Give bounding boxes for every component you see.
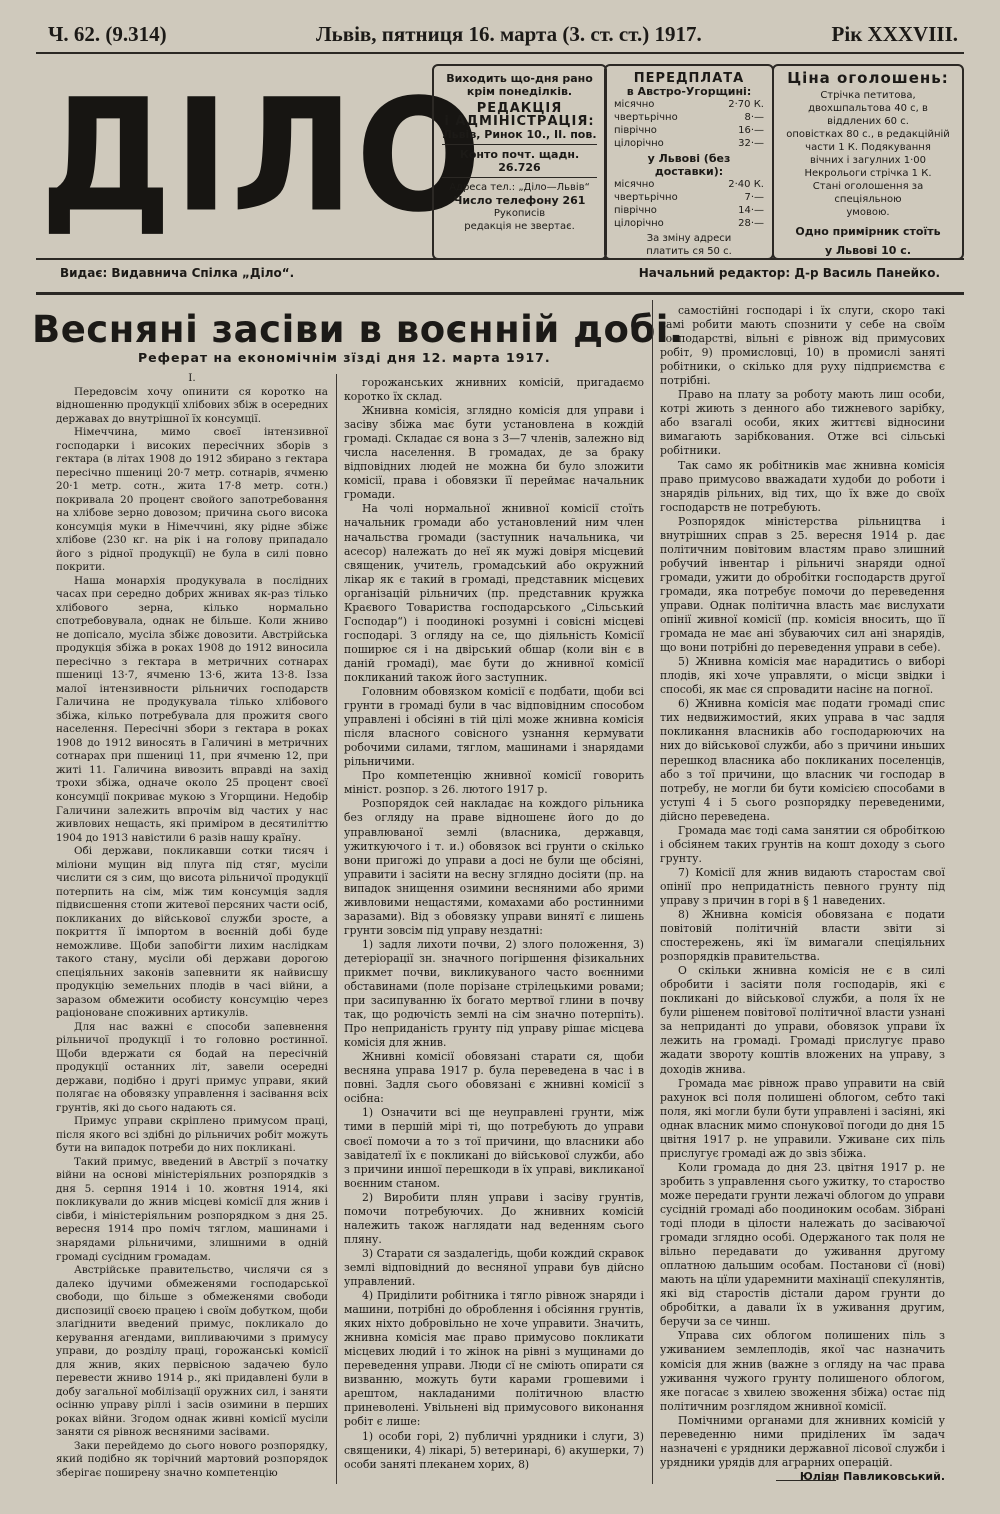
subscription-price: 2·40 К. xyxy=(728,179,764,190)
subscription-period: піврічно xyxy=(614,205,657,216)
article-paragraph: 1) особи горі, 2) публичні урядники і слуги, 3) священики, 4) лікарі, 5) ветеринарі, 6) акушерки, 7) особи заняті плеканем хорих, 8) xyxy=(344,1429,644,1471)
publisher: Видає: Видавнича Спілка „Діло“. xyxy=(60,266,295,280)
column-divider xyxy=(652,300,653,1484)
box1-heading: РЕДАКЦІЯ xyxy=(476,101,563,116)
masthead-rule xyxy=(36,258,964,260)
subscription-period: цілорічно xyxy=(614,138,664,149)
end-rule xyxy=(776,1480,836,1481)
article-paragraph: Помічними органами для жнивних комісій у переведенню ними приділених їм задач назначені є урядники державної лісової служби і урядники урядів для аграрних операцій. xyxy=(660,1413,945,1469)
article-paragraph: горожанських жнивних комісій, пригадаємо коротко їх склад. xyxy=(344,376,644,404)
article-paragraph: Такий примус, введений в Австрії з початку війни на основі міністеріяльних розпорядків з дня 5. серпня 1914 і 10. жовтня 1914, які покликували до жнив місцеві комісії для жнив і сівби, і міністеріяльним розпорядком з дня 25. вересня 1914 про поміч тяглом, машинами і знарядами рільничими, злишними в одній громаді сусідним громадам. xyxy=(56,1155,328,1263)
subscription-period: місячно xyxy=(614,99,655,110)
subscription-price: 8·— xyxy=(744,112,764,123)
article-paragraph: 3) Старати ся заздалегідь, щоби кождий скравок землі відповідний до весняної управи був дійсно управлений. xyxy=(344,1246,644,1288)
article-paragraph: Примус управи скріплено примусом праці, після якого всі здібні до рільничих робіт можуть бути на випадок потреби до них покликані. xyxy=(56,1115,328,1155)
subscription-row xyxy=(614,217,764,230)
subscription-row xyxy=(614,124,764,137)
article-subhead: Реферат на економічнім зїзді дня 12. марта 1917. xyxy=(138,350,551,365)
dateline: Львів, пятниця 16. марта (3. ст. ст.) 1917. xyxy=(316,22,702,46)
article-paragraph: Головним обовязком комісії є подбати, щоби всі грунти в громаді були в час відповідним способом управлені і обсіяні в тій цілі може жнивна комісія після власного совісного узнання кермувати робочими силами, тяглом, машинами і знарядами рільничими. xyxy=(344,685,644,769)
subscription-price: 32·— xyxy=(738,138,764,149)
box1-manuscripts: редакція не звертає. xyxy=(464,221,575,232)
article-paragraph: 1) Означити всі ще неуправлені грунти, між тими в першій мірі ті, що потребують до управи своєї помочи а то з тої причини, що власники або завідателї їх є покликані до військової служби, або з причини иншої перешкоди в їх управі, викликаної воєнним станом. xyxy=(344,1106,644,1190)
box1-line: крім понеділків. xyxy=(466,85,573,98)
box1-address: Львів, Ринок 10., II. пов. xyxy=(442,128,597,141)
article-paragraph: Передовсім хочу опинити ся коротко на відношенню продукції хлібових збіж в осередних державах до внутрішної їх консумції. xyxy=(56,385,328,425)
subscription-title: ПЕРЕДПЛАТА xyxy=(633,71,745,86)
subscription-row xyxy=(614,111,764,124)
article-paragraph: О скільки жнивна комісія не є в силі обробити і засіяти поля господарів, які є покликані до військової служби, а поля їх не були рішенем повітової політичної власти узнані за неприданті до управи, обовязок управи їх лежить на громаді. Громаді прислугує право жадати звороту коштів вложених на управу, з доходів жнива. xyxy=(660,964,945,1076)
subscription-period: піврічно xyxy=(614,125,657,136)
advert-text: Стрічка петитова, двохшпальтова 40 с, в віддлених 60 с. xyxy=(808,90,928,127)
subscription-row xyxy=(614,204,764,217)
advert-text: части 1 К. Подякування xyxy=(805,142,931,153)
article-paragraph: Розпорядок міністерства рільництва і внутрішних справ з 25. вересня 1914 р. дає політичним повітовим властям право злишний робучий інвентар і рільничі знаряди одної громади, ужити до обробітки господарств другої громади, яка потребує помочи до переведення управи. Однак політична власть має вислухати опінії живної комісії (пр. комісія вносить, що її громада не має ані збуваючих сил ані знарядів, що вони потрібні до переведення управи в себе). xyxy=(660,514,945,655)
box1-telegraph: Адреса тел.: „Діло—Львів“ xyxy=(449,182,590,193)
advert-title: Ціна оголошень: xyxy=(787,69,949,87)
article-paragraph: 5) Жнивна комісія має нарадитись о виборі плодів, які хоче управляти, о місци звідки і способі, як має ся спровадити насінє на погної. xyxy=(660,655,945,697)
subscription-row xyxy=(614,178,764,191)
box1-account: Конто почт. щадн. 26.726 xyxy=(459,148,580,174)
subscription-price: 28·— xyxy=(738,218,764,229)
article-paragraph: Громада має тоді сама занятии ся обробіткою і обсіянем таких грунтів на кошт доходу з сього грунту. xyxy=(660,823,945,865)
article-paragraph: Право на плату за роботу мають лиш особи, котрі жиють з денного або тижневого зарібку, або взагалі особи, яких життєві відносини вимагають зарібкования. Отже всі сільські робітники. xyxy=(660,388,945,458)
article-paragraph: Наша монархія продукувала в послідних часах при середно добрих жнивах як-раз тілько хлібового зерна, кілько нормально спотребовувала, однак не більше. Коли жниво не допісало, мусіла збіжє довозити. Австрійська продукція збіжа в роках 1908 до 1912 виносила пересічно з гектара в метричних сотнарах пшениці 13·7, ячменю 13·6, жита 13·8. Ізза малої інтензивности рільничих господарств Галичина не продукувала тілько хлібового збіжа, кілько потребувала для прожитя свого населення. Пересічні збори з гектара в роках 1908 до 1912 виносять в Галичині в метричних сотнарах при пшениці 11, при ячменю 12, при житі 11. Галичина вивозить вправді на захід трохи збіжа, одначе около 25 процент своєї консумції покриває мукою з Угорщини. Недобір Галичини залежить впрочім від частих у нас живлових нещасть, які приміром в десятиліттю 1904 до 1913 навістили 6 разів нашу країну. xyxy=(56,574,328,844)
article-paragraph: Німеччина, мимо своєї інтензивної господарки і високих пересічних зборів з гектара (в літах 1908 до 1912 збирано з гектара пересічно пшениці 20·7 метр. сотнарів, ячменю 20·1 метр. сотн., жита 17·8 метр. сотн.) покривала 20 процент свойого запотребовання на хлібове зерно довозом; причина сього висока консумція муки в Німеччині, яку рідне збіжє хлібове (230 кг. на рік і на голову припадало його з рідної продукції) не була в силі повно покрити. xyxy=(56,426,328,574)
advert-text: умовою. xyxy=(846,207,890,218)
article-paragraph: Для нас важні є способи запевнення рільничої продукції і то головно ростинної. Щоби вдержати ся бодай на пересічній продукції останних літ, завели осередні держави, подібно і другі примус управи, який полягає на обовязку управлення і засівання всіх грунтів, які до сього надають ся. xyxy=(56,1020,328,1114)
article-paragraph: Австрійське правительство, числячи ся з далеко ідучими обмеженями господарської свободи, що більше з обмеженями свободи диспозиції своєю працею і своїм добутком, щоби злагіднити введений примус, покликало до керування агендами, випливаючими з примусу управи, до розділу праці, горожанські комісії для жнив, яких первісною задачею було перевести жниво 1914 р., які придавлені були в добу загальної мобілізації оружних сил, і заняти осінню управу ріллі і засів озимини в перших роках війни. Згодом однак живні комісії мусіли заняти ся рівнож весняними засівами. xyxy=(56,1264,328,1439)
article-paragraph: На чолі нормальної жнивної комісії стоїть начальник громади або установлений ним член начальства громади (заступник начальника, чи асесор) належать до неї як мужі довіря місцевий священик, учитель, громадський або окружний лікар як є такий в громаді, представник місцевих організацій рільничих (пр. представник кружка Краєвого Товариства господарського „Сільський Господар“) і поодинокі розумні і совісні місцеві господарі. З огляду на се, що діяльність Комісії поширює ся і на двірський обшар (коли він є в даній громаді), має бути до жнивної комісії покликаний також його заступник. xyxy=(344,502,644,684)
subscription-lviv: у Львові (без доставки): xyxy=(647,152,731,178)
section-rule xyxy=(36,292,964,295)
box1-manuscripts: Рукописів xyxy=(493,208,546,219)
header-rule xyxy=(36,52,964,54)
author-signature: Юліян Павликовський. xyxy=(799,1469,945,1483)
issue-number: Ч. 62. (9.314) xyxy=(48,22,167,46)
subscription-period: цілорічно xyxy=(614,218,664,229)
subscription-note: платить ся 50 с. xyxy=(646,246,732,257)
article-paragraph: 7) Комісії для жнив видають старостам свої опінії про непридатність певного грунту під управу з причин в горі в § 1 наведених. xyxy=(660,865,945,907)
article-paragraph: Про компетенцію жнивної комісії говорить мініст. розпор. з 26. лютого 1917 р. xyxy=(344,769,644,797)
subscription-period: чвертьрічно xyxy=(614,112,678,123)
subscription-price: 7·— xyxy=(744,192,764,203)
subscription-price: 14·— xyxy=(738,205,764,216)
article-column-3 xyxy=(660,304,945,1490)
article-paragraph: Управа сих облогом полишених піль з уживанием землеплодів, якої час назначить комісія для жнив (важне з огляду на час права уживання чужого грунту полишеного облогом, яке погасає з хвилею звоження збіжа) остає під політичним розглядом жнивної комісії. xyxy=(660,1329,945,1413)
subscription-price: 16·— xyxy=(738,125,764,136)
article-paragraph: 1) задля лихоти почви, 2) злого положення, 3) детеріорації зн. значного погіршення фізикальних прикмет почви, викликуваного часто воєнними обставинами (поле порізане стрілецькими ровами; при засипуванню їх богато мертвої глини в почву так, що родючість землі на сім значно потерпіть). Про неприданість грунту під управу рішає місцева комісія для жнив. xyxy=(344,937,644,1050)
publisher-row xyxy=(60,266,940,280)
article-paragraph: 2) Виробити плян управи і засіву грунтів, помочи потребуючих. До жнивних комісій належить також наглядати над веденням сього пляну. xyxy=(344,1190,644,1246)
subscription-note: За зміну адреси xyxy=(646,233,732,244)
article-paragraph: Коли громада до дня 23. цвітня 1917 р. не зробить з управлення сього ужитку, то староство може передати грунти лежачі облогом до управи сусідній громаді або поодиноким особам. Зібрані тоді плоди в цілости належать до засіваючої громади зглядно особі. Одержаного так поля не вільно передавати до уживання другому оплатною дальшим особам. Постанови сї (нові) мають на цїли ударемнити махінації спекулянтів, які від старостів дістали даром грунти до обробітки, а давали їх в уживання другим, беручи за се чинш. xyxy=(660,1160,945,1329)
subscription-period: місячно xyxy=(614,179,655,190)
box1-phone: Число телефону 261 xyxy=(453,194,586,207)
article-paragraph: Так само як робітників має жнивна комісія право примусово вважадати худоби до роботи і знарядів рільних, від тих, що їх вже до своїх господарств не потребують. xyxy=(660,458,945,514)
box1-line: Виходить що-дня рано xyxy=(446,72,593,85)
subscription-rows-lviv xyxy=(614,178,764,230)
chief-editor: Начальний редактор: Д-р Василь Панейко. xyxy=(638,266,940,280)
subscription-row xyxy=(614,191,764,204)
subscription-period: чвертьрічно xyxy=(614,192,678,203)
subscription-box xyxy=(604,64,774,260)
article-column-2 xyxy=(344,376,644,1490)
article-paragraph: Обі держави, покликавши сотки тисяч і міліони мущин від плуга під стяг, мусіли числити ся з сим, що висота рільничої продукції потерпить на сім, між тим консумція задля підвисшення стопи житевої персяних части осіб, покликаних до військової служби зросте, а покриття її імпортом в воєнній добі буде неможливе. Щоби запобігти лихим наслідкам такого стану, мусіли обі держави дорогою спеціяльних законів запевнити як найвисшу продукцію земельних плодів в часі війни, а заразом обмежити особисту консумцію через раціоноване споживних артикулів. xyxy=(56,845,328,1020)
year-volume: Рік XXXVIII. xyxy=(831,22,958,46)
article-paragraph: Жнивна комісія, зглядно комісія для управи і засіву збіжа має бути установлена в кождій громаді. Складає ся вона з 3—7 членів, залежно від числа населення. В громадах, де за браку відповідних людей не можна би було зложити комісії, права і обовязки її переймає начальник громади. xyxy=(344,404,644,502)
subscription-row xyxy=(614,137,764,150)
article-headline: Весняні засіви в воєнній добі. xyxy=(32,308,684,351)
section-number: I. xyxy=(188,372,196,384)
advert-text: Стані оголошення за спеціяльною xyxy=(812,181,924,205)
advert-price-lviv: у Львові 10 с. xyxy=(824,244,911,257)
editorial-box xyxy=(432,64,607,260)
advert-text: Некрольоги стрічка 1 К. xyxy=(804,168,932,179)
subscription-rows-austria xyxy=(614,98,764,150)
article-column-1 xyxy=(56,372,328,1490)
column-divider xyxy=(336,374,337,1484)
advert-price-line: Одно примірник стоїть xyxy=(795,225,941,238)
article-paragraph: Заки перейдемо до сього нового розпорядку, який подібно як торічний мартовий розпорядок зберігає поширену значно компетенцію xyxy=(56,1439,328,1479)
article-paragraph: 8) Жнивна комісія обовязана є подати повітовій політичній власти звіти зі спостережень, які їм вимагали спеціяльних розпорядків правительства. xyxy=(660,908,945,964)
subscription-austria: в Австро-Угорщині: xyxy=(626,85,752,98)
article-paragraph: Громада має рівнож право управити на свій рахунок всі поля полишені облогом, себто такі поля, які могли були бути управлені і засіяні, які однак власник мимо спонукової погоди до дня 15 цвітня 1917 р. не управили. Уживане сих піль прислугує громаді аж до звіз збіжа. xyxy=(660,1076,945,1160)
advert-text: оповістках 80 с., в редакційній xyxy=(786,129,950,140)
masthead-title: ДІЛО xyxy=(40,65,484,247)
advert-price-box xyxy=(772,64,964,260)
box1-heading: і АДМІНІСТРАЦІЯ: xyxy=(444,114,595,129)
article-paragraph: самостійні господарі і їх слуги, скоро такі самі робити мають спознити у себе на своїм господарстві, вільні є рівнож від примусових робіт, 9) промисловці, 10) в промислі заняті робітники, о скілько для руху підприємства є потрібні. xyxy=(660,304,945,388)
subscription-row xyxy=(614,98,764,111)
advert-text: вічних і загулних 1·00 xyxy=(809,155,927,166)
article-paragraph: 4) Приділити робітника і тягло рівнож знаряди і машини, потрібні до оброблення і обсіяння грунтів, яких ніхто добровільно не хоче управити. Значить, жнивна комісія має право примусово покликати місцевих людий і то жінок на рівні з мущинами до переведення управи. Люди сї не сміють опирати ся визванню, можуть бути карами грошевими і арештом, накладаними політичною властю приневолені. Увільнені від примусового виконання робіт є лише: xyxy=(344,1289,644,1429)
article-paragraph: Жнивні комісії обовязані старати ся, щоби весняна управа 1917 р. була переведена в час і в повні. Задля сього обовязані є жнивні комісії з осібна: xyxy=(344,1050,644,1106)
article-paragraph: Розпорядок сей накладає на кождого рільника без огляду на праве відношенє його до до управлюваної землі (власника, державця, ужиткуючого і т. и.) обовязок всі грунти о скілько вони пригожі до управи а досі не були ще обсіяні, управити і засіяти на весну зглядно досіяти (пр. на випадок знищення озимини весняними або ярими живловими нещастями, комахами або ростинними заразами). Від з обовязку управи винятї є лишень грунти зовсім під управу нездатні: xyxy=(344,797,644,937)
article-paragraph: 6) Жнивна комісія має подати громаді спис тих недвижимостий, яких управа в час задля покликання власників або господарюючих на них до військової служби, або з причини иньших перешкод власника або покликаних поселенців, або з тої причини, що власник чи господар в потребу, не могли би бути комісією способами в уступі 4 і 5 сього розпорядку переведеними, дійсно переведена. xyxy=(660,697,945,823)
subscription-price: 2·70 К. xyxy=(728,99,764,110)
